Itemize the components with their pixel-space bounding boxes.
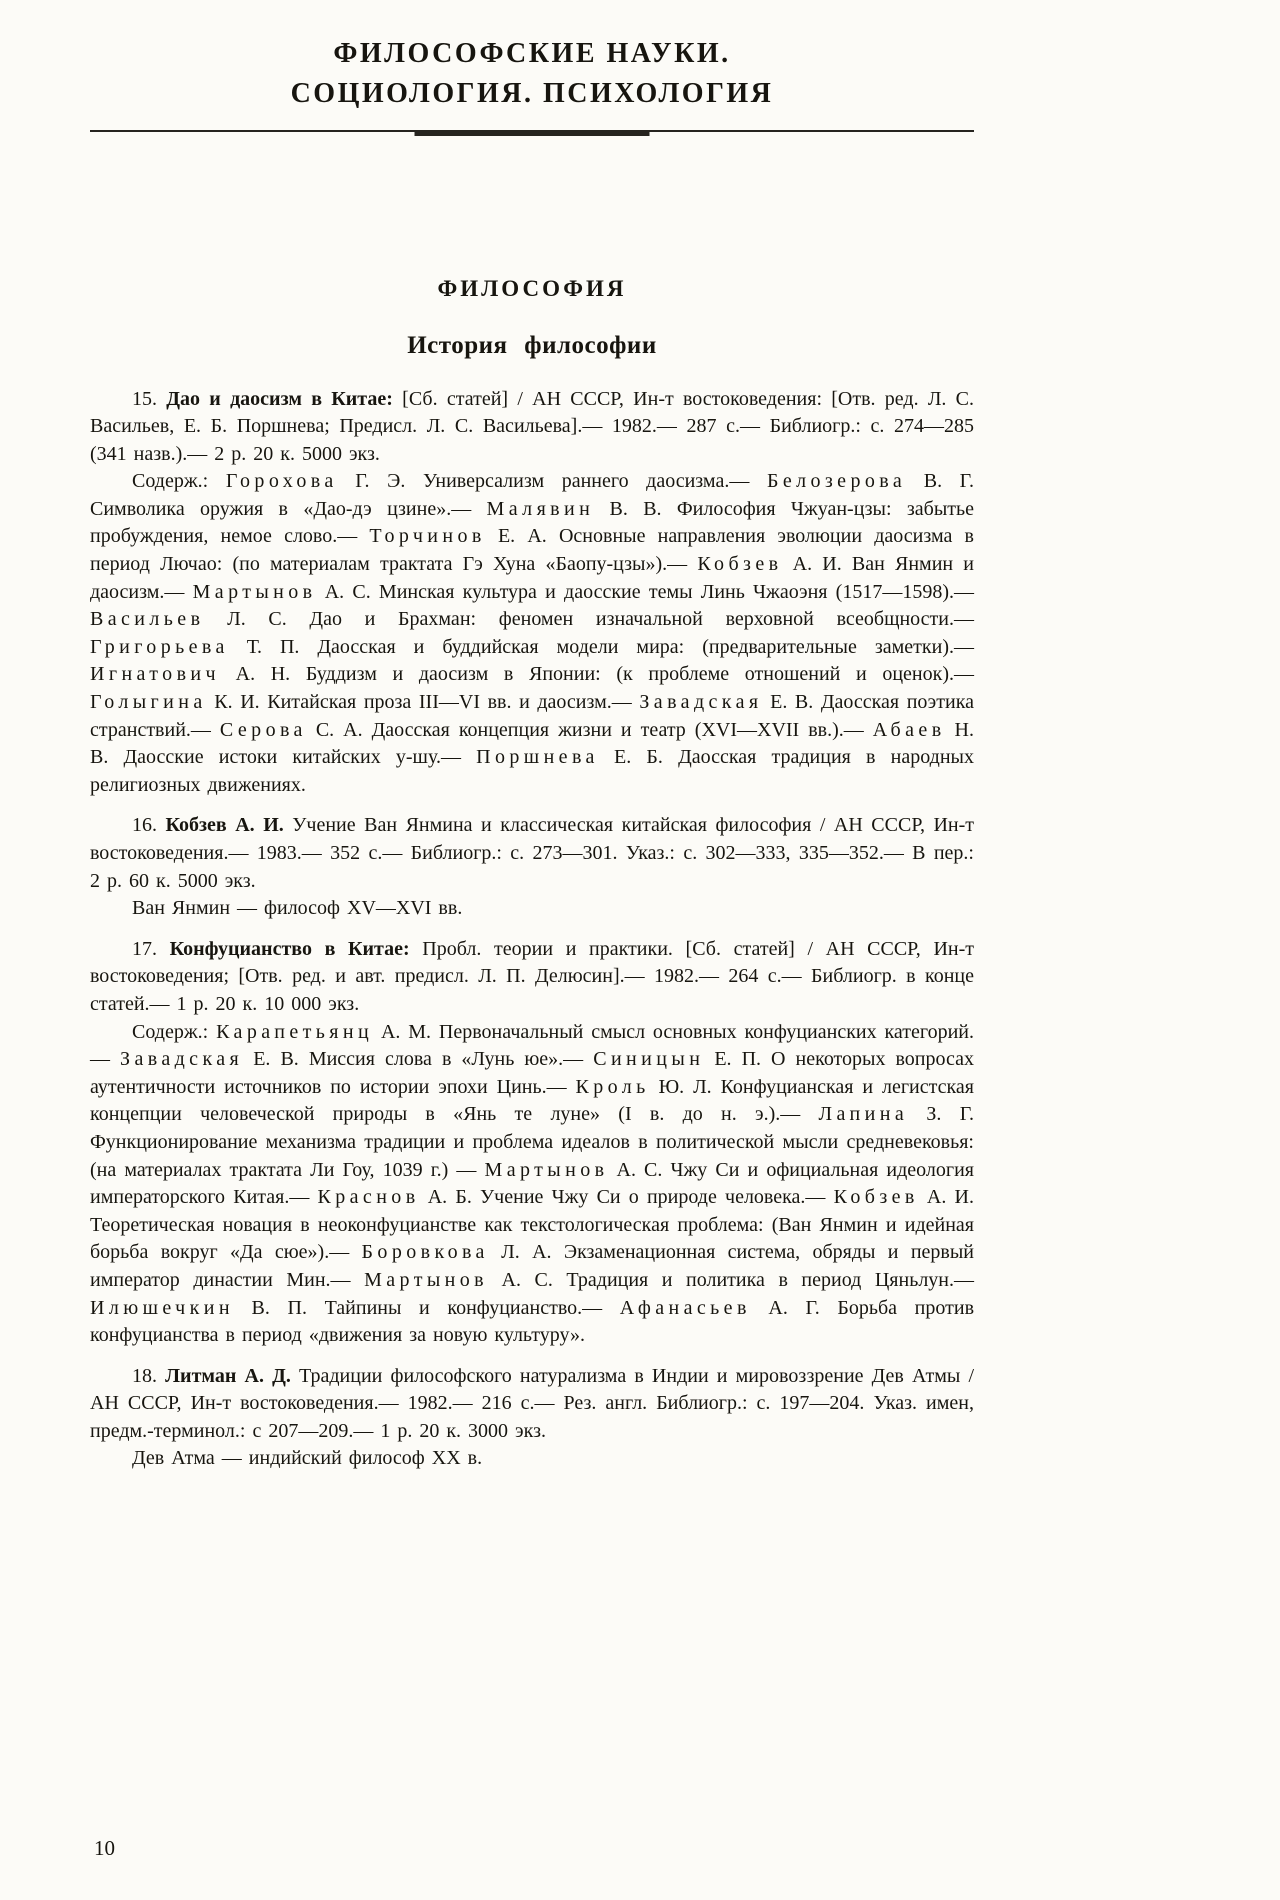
text-run: А. С. Минская культура и даосские темы Линь Чжаоэня (1517—1598).— <box>316 580 974 603</box>
text-run: Е. В. Миссия слова в «Лунь юе».— <box>243 1048 594 1071</box>
author-name: Кобзев <box>697 553 783 576</box>
author-name: Мартынов <box>484 1158 609 1181</box>
entry-paragraph <box>90 1019 974 1350</box>
author-name: Краснов <box>317 1186 420 1209</box>
entry-heading-paragraph <box>90 386 974 469</box>
text-run: А. С. Чжу Си и официальная идеология императорского Китая.— <box>90 1158 974 1209</box>
text-run: В. П. Тайпины и конфуцианство.— <box>233 1296 620 1319</box>
text-run: А. И. Ван Янмин и даосизм.— <box>90 553 974 603</box>
text-run: Е. В. Даосская поэтика странствий.— <box>90 691 974 741</box>
text-run: 15. <box>132 387 167 410</box>
text-run: В. В. Философия Чжуан-цзы: забытье пробуждения, немое слово.— <box>90 497 975 548</box>
text-run: З. Г. Функционирование механизма традиции и проблема идеалов в политической мысли средневековья: (на материалах трактата Ли Гоу, 1039 г.) — <box>90 1103 975 1181</box>
text-run: А. С. Традиция и политика в период Цяньлун.— <box>488 1268 975 1291</box>
author-name: Абаев <box>872 718 946 741</box>
entry-title: Кобзев А. И. <box>165 814 284 837</box>
text-block <box>90 0 974 1473</box>
text-run: А. Г. Борьба против конфуцианства в период «движения за новую культуру». <box>90 1296 975 1347</box>
author-name: Торчинов <box>369 525 486 548</box>
text-run: В. Г. Символика оружия в «Дао-дэ цзине».— <box>90 470 974 520</box>
chapter-header-line1: ФИЛОСОФСКИЕ НАУКИ. <box>333 38 731 69</box>
header-rule <box>90 130 974 136</box>
author-name: Малявин <box>486 497 595 520</box>
author-name: Игнатович <box>90 663 220 686</box>
text-run: Л. С. Дао и Брахман: феномен изначальной верховной всеобщности.— <box>204 608 974 631</box>
page-number: 10 <box>94 1836 115 1860</box>
entry-heading-paragraph <box>90 1363 974 1446</box>
text-run: 17. <box>132 937 170 960</box>
author-name: Боровкова <box>361 1241 489 1264</box>
entry-paragraph <box>90 468 974 799</box>
author-name: Григорьева <box>90 635 229 658</box>
entry-title: Литман А. Д. <box>165 1364 291 1387</box>
text-run: 16. <box>132 814 166 837</box>
entry-heading-paragraph <box>90 936 974 1019</box>
author-name: Серова <box>219 718 307 741</box>
text-run: К. И. Китайская проза III—VI вв. и даосизм.— <box>206 691 640 714</box>
text-run: А. Н. Буддизм и даосизм в Японии: (к проблеме отношений и оценок).— <box>220 663 974 686</box>
chapter-header-line2: СОЦИОЛОГИЯ. ПСИХОЛОГИЯ <box>290 77 774 109</box>
chapter-header <box>90 0 974 114</box>
text-run: Ю. Л. Конфуцианская и легистская концепции человеческой природы в «Янь те луне» (I в. до н. э.).— <box>90 1075 974 1126</box>
author-name: Синицын <box>593 1048 705 1071</box>
author-name: Афанасьев <box>619 1296 751 1319</box>
text-run: Ван Янмин — философ XV—XVI вв. <box>132 897 463 920</box>
text-run: Т. П. Даосская и буддийская модели мира: (предварительные заметки).— <box>228 635 974 658</box>
author-name: Завадская <box>639 691 763 714</box>
author-name: Лапина <box>818 1103 909 1126</box>
section-title: ФИЛОСОФИЯ <box>437 275 627 301</box>
text-run: Содерж.: <box>132 1020 217 1043</box>
subsection-title: История философии <box>407 331 657 359</box>
author-name: Завадская <box>120 1048 244 1071</box>
author-name: Поршнева <box>476 746 599 769</box>
text-run: Традиции философского натурализма в Индии и мировоззрение Дев Атмы / АН СССР, Ин-т востоковедения.— 1982.— 216 с.— Рез. англ. Библиогр.: с. 197—204. Указ. имен, предм.-терминол.: с 207—209.— 1 р. 20 к. 3000 экз. <box>90 1364 974 1442</box>
text-run: 18. <box>132 1364 166 1387</box>
text-run: Дев Атма — индийский философ XX в. <box>132 1447 483 1470</box>
author-name: Белозерова <box>766 470 907 493</box>
author-name: Голыгина <box>90 691 207 714</box>
author-name: Мартынов <box>364 1268 489 1291</box>
author-name: Карапетьянц <box>216 1020 374 1043</box>
author-name: Горохова <box>225 470 338 493</box>
text-run: Пробл. теории и практики. [Сб. статей] / АН СССР, Ин-т востоковедения; [Отв. ред. и авт. предисл. Л. П. Делюсин].— 1982.— 264 с.— Библиогр. в конце статей.— 1 р. 20 к. 10 000 экз. <box>90 937 974 1015</box>
text-run: Е. А. Основные направления эволюции даосизма в период Лючао: (по материалам трактата Гэ Хуна «Баопу-цзы»).— <box>90 525 974 576</box>
text-run: Учение Ван Янмина и классическая китайская философия / АН СССР, Ин-т востоковедения.— 1983.— 352 с.— Библиогр.: с. 273—301. Указ.: с. 302—333, 335—352.— В пер.: 2 р. 60 к. 5000 экз. <box>90 814 974 892</box>
entry-title: Конфуцианство в Китае: <box>169 937 410 960</box>
text-run: А. И. Теоретическая новация в неоконфуцианстве как текстологическая проблема: (Ван Янмин и идейная борьба вокруг «Да сюе»).— <box>90 1186 974 1264</box>
entry-paragraph <box>90 895 974 923</box>
text-run: Е. П. О некоторых вопросах аутентичности источников по истории эпохи Цинь.— <box>90 1048 975 1098</box>
entry-paragraph <box>90 1445 974 1473</box>
author-name: Илюшечкин <box>90 1296 234 1319</box>
text-run: Содерж.: <box>132 470 226 493</box>
text-run: А. М. Первоначальный смысл основных конфуцианских категорий.— <box>90 1020 974 1071</box>
entry-heading-paragraph <box>90 812 974 895</box>
entries <box>90 386 974 1474</box>
text-run: Н. В. Даосские истоки китайских у-шу.— <box>90 718 974 769</box>
author-name: Мартынов <box>192 580 317 603</box>
text-run: Е. Б. Даосская традиция в народных религиозных движениях. <box>90 746 974 796</box>
text-run: Л. А. Экзаменационная система, обряды и первый император династии Мин.— <box>90 1241 974 1291</box>
text-run: [Сб. статей] / АН СССР, Ин-т востоковедения: [Отв. ред. Л. С. Васильев, Е. Б. Поршнева; Предисл. Л. С. Васильева].— 1982.— 287 с.— Библиогр.: с. 274—285 (341 назв.).— 2 р. 20 к. 5000 экз. <box>90 387 975 465</box>
header-rule-thick-line <box>415 132 650 136</box>
entry-title: Дао и даосизм в Китае: <box>166 387 393 410</box>
text-run: Г. Э. Универсализм раннего даосизма.— <box>337 470 767 493</box>
author-name: Кроль <box>575 1075 650 1098</box>
text-run: А. Б. Учение Чжу Си о природе человека.— <box>419 1186 834 1209</box>
author-name: Васильев <box>90 608 205 631</box>
author-name: Кобзев <box>833 1186 919 1209</box>
text-run: С. А. Даосская концепция жизни и театр (XVI—XVII вв.).— <box>306 718 873 741</box>
